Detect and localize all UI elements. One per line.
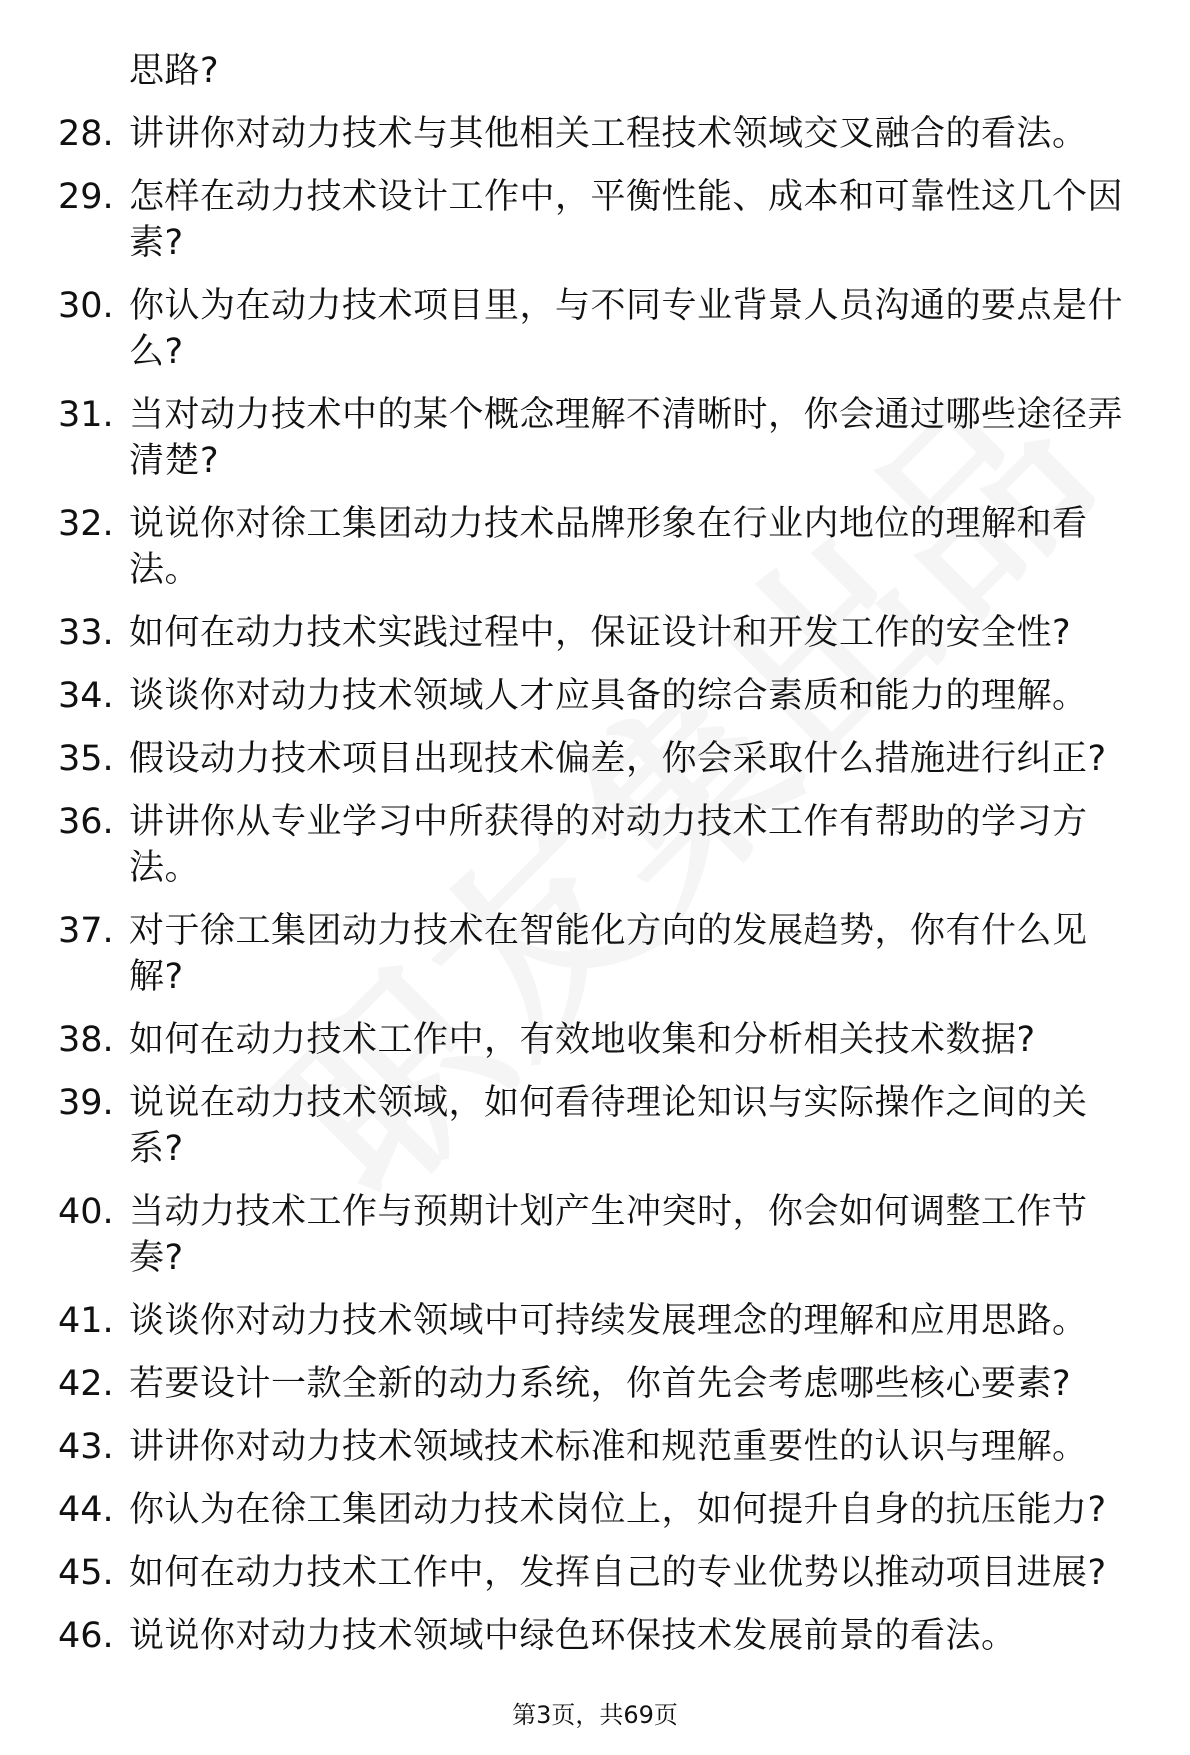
question-text: 如何在动力技术工作中，有效地收集和分析相关技术数据? bbox=[129, 1020, 1036, 1060]
question-number: 42. bbox=[58, 1364, 114, 1404]
question-number: 40. bbox=[58, 1192, 114, 1232]
question-text: 你认为在动力技术项目里，与不同专业背景人员沟通的要点是什么? bbox=[129, 286, 1124, 372]
question-text: 讲讲你对动力技术与其他相关工程技术领域交叉融合的看法。 bbox=[129, 114, 1088, 154]
list-item bbox=[0, 283, 1190, 375]
list-item bbox=[0, 1487, 1190, 1533]
question-text: 谈谈你对动力技术领域中可持续发展理念的理解和应用思路。 bbox=[129, 1301, 1088, 1341]
question-number: 36. bbox=[58, 802, 114, 842]
question-number: 29. bbox=[58, 177, 114, 217]
question-text: 当对动力技术中的某个概念理解不清晰时，你会通过哪些途径弄清楚? bbox=[129, 395, 1124, 481]
question-number: 46. bbox=[58, 1616, 114, 1656]
question-text: 你认为在徐工集团动力技术岗位上，如何提升自身的抗压能力? bbox=[129, 1490, 1107, 1530]
question-number: 37. bbox=[58, 911, 114, 951]
question-number: 30. bbox=[58, 286, 114, 326]
question-number: 32. bbox=[58, 504, 114, 544]
question-text: 说说你对动力技术领域中绿色环保技术发展前景的看法。 bbox=[129, 1616, 1017, 1656]
question-text: 如何在动力技术工作中，发挥自己的专业优势以推动项目进展? bbox=[129, 1553, 1107, 1593]
question-text: 说说你对徐工集团动力技术品牌形象在行业内地位的理解和看法。 bbox=[129, 504, 1088, 590]
list-item bbox=[0, 1613, 1190, 1659]
question-number: 39. bbox=[58, 1083, 114, 1123]
list-item bbox=[0, 111, 1190, 157]
list-item bbox=[0, 1550, 1190, 1596]
list-item-continuation bbox=[0, 48, 1190, 94]
list-item bbox=[0, 1189, 1190, 1281]
list-item bbox=[0, 908, 1190, 1000]
question-number: 43. bbox=[58, 1427, 114, 1467]
question-text: 讲讲你对动力技术领域技术标准和规范重要性的认识与理解。 bbox=[129, 1427, 1088, 1467]
list-item bbox=[0, 799, 1190, 891]
list-item bbox=[0, 174, 1190, 266]
list-item bbox=[0, 1298, 1190, 1344]
question-number: 45. bbox=[58, 1553, 114, 1593]
page-number: 第3页，共69页 bbox=[512, 1701, 678, 1729]
question-number: 35. bbox=[58, 739, 114, 779]
list-item bbox=[0, 610, 1190, 656]
question-number: 44. bbox=[58, 1490, 114, 1530]
list-item bbox=[0, 673, 1190, 719]
question-number: 41. bbox=[58, 1301, 114, 1341]
question-number: 28. bbox=[58, 114, 114, 154]
question-number: 34. bbox=[58, 676, 114, 716]
question-text: 如何在动力技术实践过程中，保证设计和开发工作的安全性? bbox=[129, 613, 1072, 653]
question-number: 38. bbox=[58, 1020, 114, 1060]
question-text: 讲讲你从专业学习中所获得的对动力技术工作有帮助的学习方法。 bbox=[129, 802, 1088, 888]
question-text: 若要设计一款全新的动力系统，你首先会考虑哪些核心要素? bbox=[129, 1364, 1072, 1404]
list-item bbox=[0, 1361, 1190, 1407]
question-text: 说说在动力技术领域，如何看待理论知识与实际操作之间的关系? bbox=[129, 1083, 1088, 1169]
question-text: 对于徐工集团动力技术在智能化方向的发展趋势，你有什么见解? bbox=[129, 911, 1088, 997]
list-item bbox=[0, 736, 1190, 782]
question-number: 33. bbox=[58, 613, 114, 653]
question-text: 怎样在动力技术设计工作中，平衡性能、成本和可靠性这几个因素? bbox=[129, 177, 1124, 263]
question-text: 当动力技术工作与预期计划产生冲突时，你会如何调整工作节奏? bbox=[129, 1192, 1088, 1278]
question-text: 谈谈你对动力技术领域人才应具备的综合素质和能力的理解。 bbox=[129, 676, 1088, 716]
list-item bbox=[0, 392, 1190, 484]
list-item bbox=[0, 1080, 1190, 1172]
list-item bbox=[0, 1424, 1190, 1470]
list-item bbox=[0, 1017, 1190, 1063]
question-number: 31. bbox=[58, 395, 114, 435]
question-list bbox=[0, 48, 1190, 1676]
question-text: 思路? bbox=[129, 51, 220, 91]
question-text: 假设动力技术项目出现技术偏差，你会采取什么措施进行纠正? bbox=[129, 739, 1107, 779]
list-item bbox=[0, 501, 1190, 593]
